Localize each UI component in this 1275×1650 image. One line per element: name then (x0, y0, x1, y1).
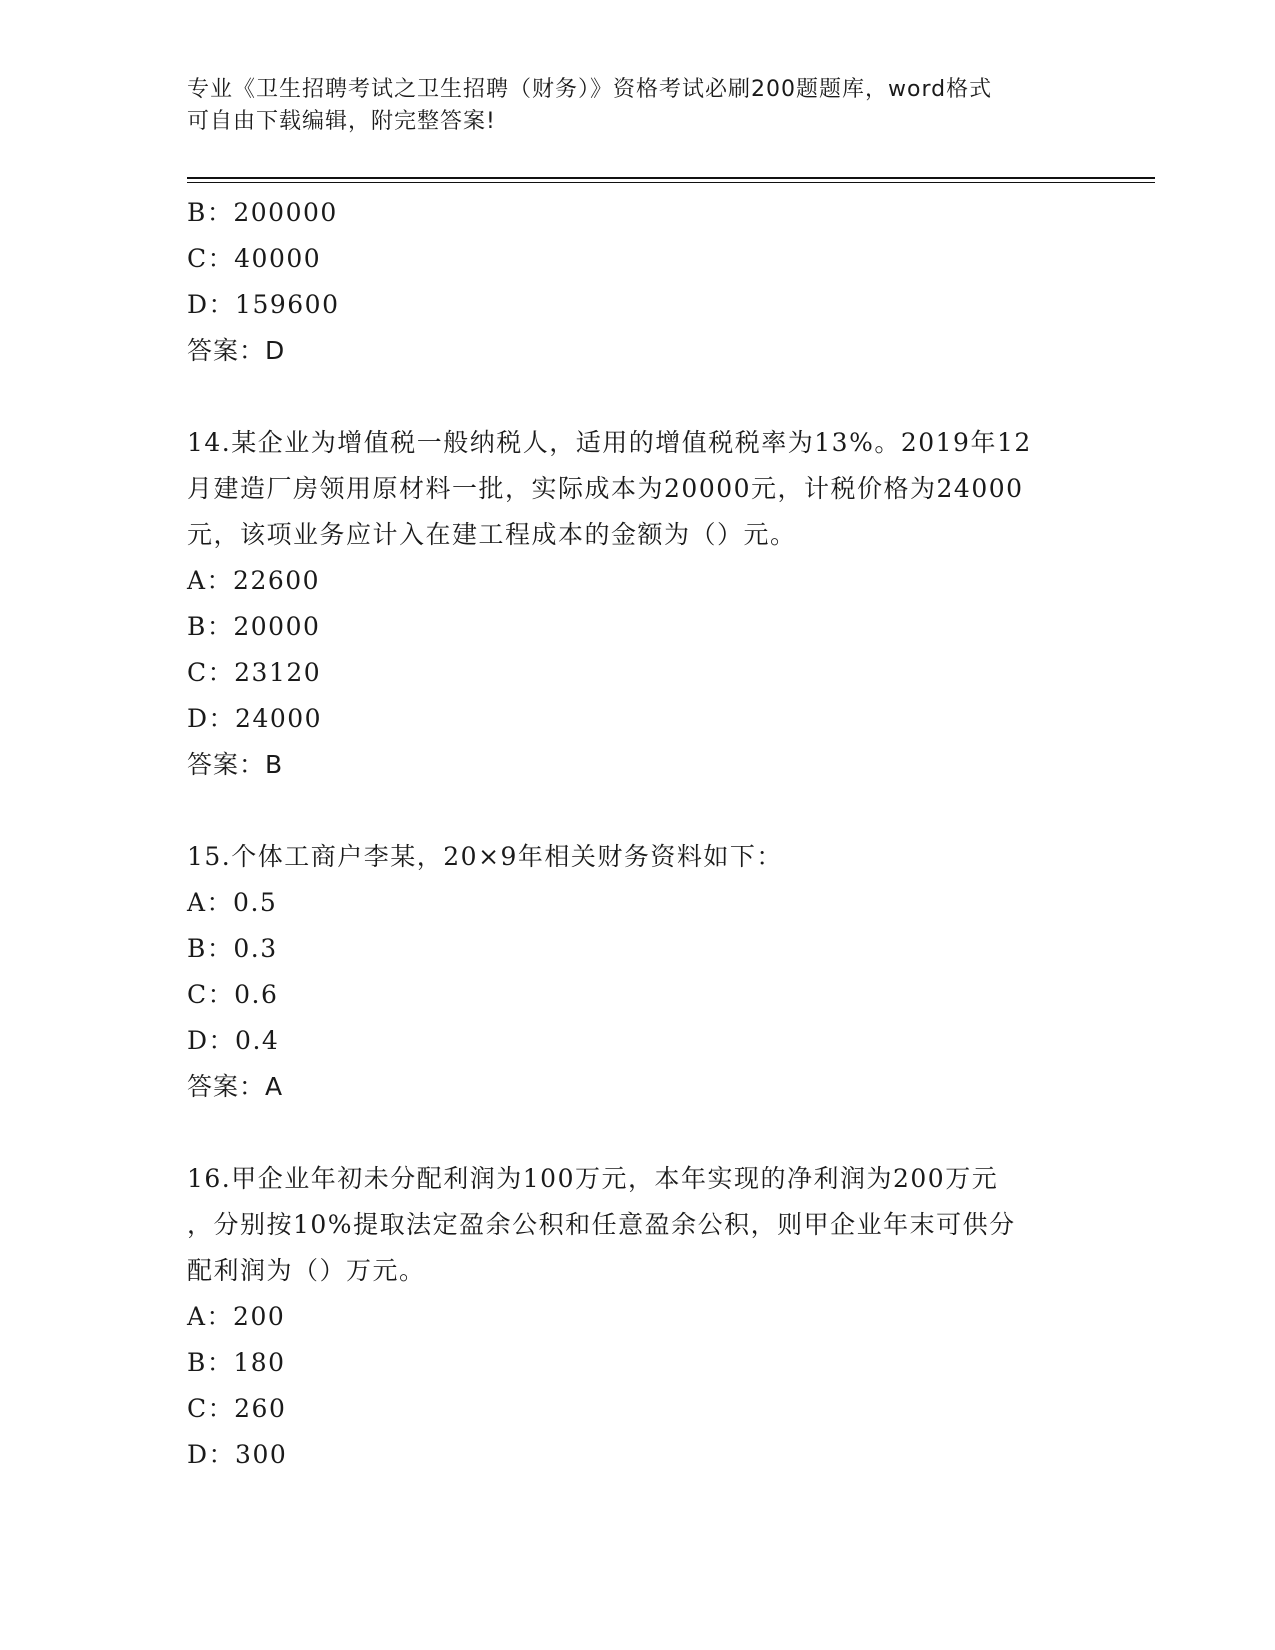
question-14 (187, 420, 1087, 788)
option-d: D：0.4 (187, 1026, 280, 1055)
option-a: A：22600 (187, 566, 321, 595)
question-stem-line: 15.个体工商户李某，20×9年相关财务资料如下： (187, 842, 783, 871)
answer-line: 答案：B (187, 750, 284, 779)
document-header (187, 74, 1067, 138)
option-c: C：23120 (187, 658, 322, 687)
header-divider-thick (187, 177, 1155, 179)
option-c: C：260 (187, 1394, 287, 1423)
option-a: A：0.5 (187, 888, 278, 917)
question-stem-line: 14.某企业为增值税一般纳税人，适用的增值税税率为13%。2019年12 (187, 428, 1032, 457)
option-b: B：20000 (187, 612, 321, 641)
option-c: C：0.6 (187, 980, 279, 1009)
question-15 (187, 834, 1087, 1110)
question-stem-line: 16.甲企业年初未分配利润为100万元，本年实现的净利润为200万元 (187, 1164, 999, 1193)
spacer (187, 374, 1087, 420)
spacer (187, 788, 1087, 834)
question-13 (187, 190, 1087, 374)
header-title-line-2: 可自由下载编辑，附完整答案! (187, 109, 496, 134)
option-d: D：24000 (187, 704, 323, 733)
option-a: A：200 (187, 1302, 286, 1331)
option-d: D：300 (187, 1440, 288, 1469)
spacer (187, 1110, 1087, 1156)
answer-line: 答案：D (187, 336, 286, 365)
question-stem-line: 元，该项业务应计入在建工程成本的金额为（）元。 (187, 520, 797, 549)
header-title-line-1: 专业《卫生招聘考试之卫生招聘（财务）》资格考试必刷200题题库，word格式 (187, 77, 993, 102)
option-d: D：159600 (187, 290, 340, 319)
option-b: B：180 (187, 1348, 286, 1377)
question-stem-line: 配利润为（）万元。 (187, 1256, 426, 1285)
option-b: B：200000 (187, 198, 338, 227)
option-c: C：40000 (187, 244, 322, 273)
question-16 (187, 1156, 1087, 1478)
question-stem-line: ，分别按10%提取法定盈余公积和任意盈余公积，则甲企业年末可供分 (187, 1210, 1016, 1239)
answer-line: 答案：A (187, 1072, 284, 1101)
question-list (187, 190, 1087, 1478)
header-divider-thin (187, 182, 1155, 183)
question-stem-line: 月建造厂房领用原材料一批，实际成本为20000元，计税价格为24000 (187, 474, 1024, 503)
option-b: B：0.3 (187, 934, 278, 963)
